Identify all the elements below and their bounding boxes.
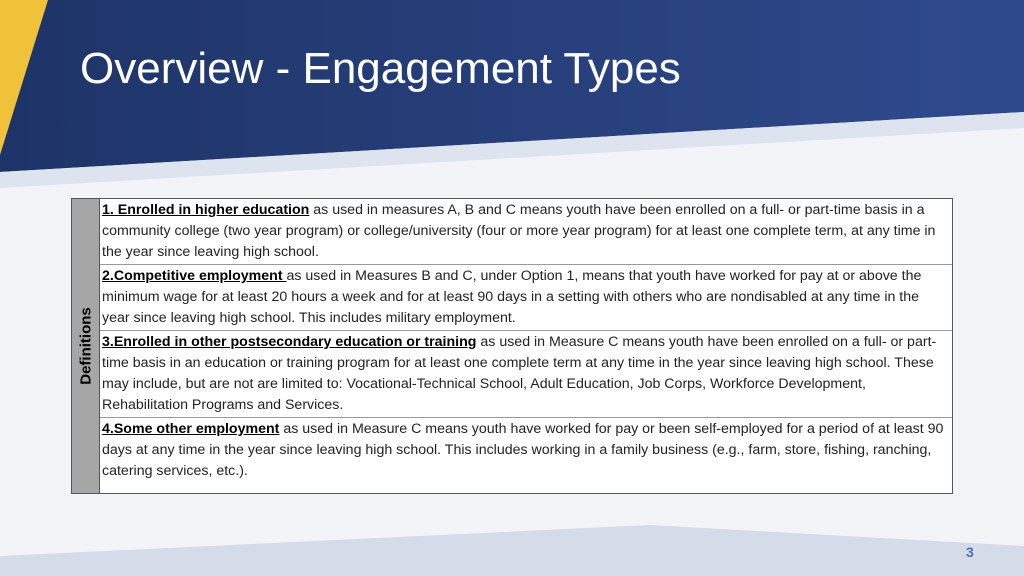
definition-term: 3.Enrolled in other postsecondary education or training <box>102 334 477 350</box>
definition-text: as used in Measures B and C, under Option 1, means that youth have worked for pay at or above the minimum wage for at least 20 hours a week and for at least 90 days in a setting with others who are nondisabled at any time in the year since leaving high school. This includes military employment. <box>102 268 922 326</box>
definition-term: 4.Some other employment <box>102 421 280 437</box>
definition-term: 1. Enrolled in higher education <box>102 202 310 218</box>
definitions-sidebar <box>72 199 100 493</box>
footer-swoosh <box>0 525 1024 576</box>
definition-row-2 <box>100 265 952 331</box>
definitions-rows <box>100 199 952 493</box>
definition-row-4 <box>100 418 952 483</box>
definition-text: as used in Measure C means youth have been enrolled on a full- or part-time basis in an education or training program for at least one complete term at any time in the year since leaving high school. These may include, but are not are limited to: Vocational-Technical School, Adult Education, Job Corps, Workforce Development, Rehabilitation Programs and Services. <box>102 334 937 413</box>
definitions-table <box>71 198 953 494</box>
definitions-sidebar-label: Definitions <box>77 307 94 385</box>
definition-text: as used in Measure C means youth have worked for pay or been self-employed for a period of at least 90 days at any time in the year since leaving high school. This includes working in a family business (e.g., farm, store, fishing, ranching, catering services, etc.). <box>102 421 944 479</box>
definition-row-3 <box>100 331 952 418</box>
definition-term: 2.Competitive employment <box>102 268 287 284</box>
slide-title: Overview - Engagement Types <box>80 44 681 93</box>
definition-row-1 <box>100 199 952 265</box>
definition-text: as used in measures A, B and C means youth have been enrolled on a full- or part-time basis in a community college (two year program) or college/university (four or more year program) for at least one complete term, at any time in the year since leaving high school. <box>102 202 936 260</box>
page-number: 3 <box>966 544 974 560</box>
